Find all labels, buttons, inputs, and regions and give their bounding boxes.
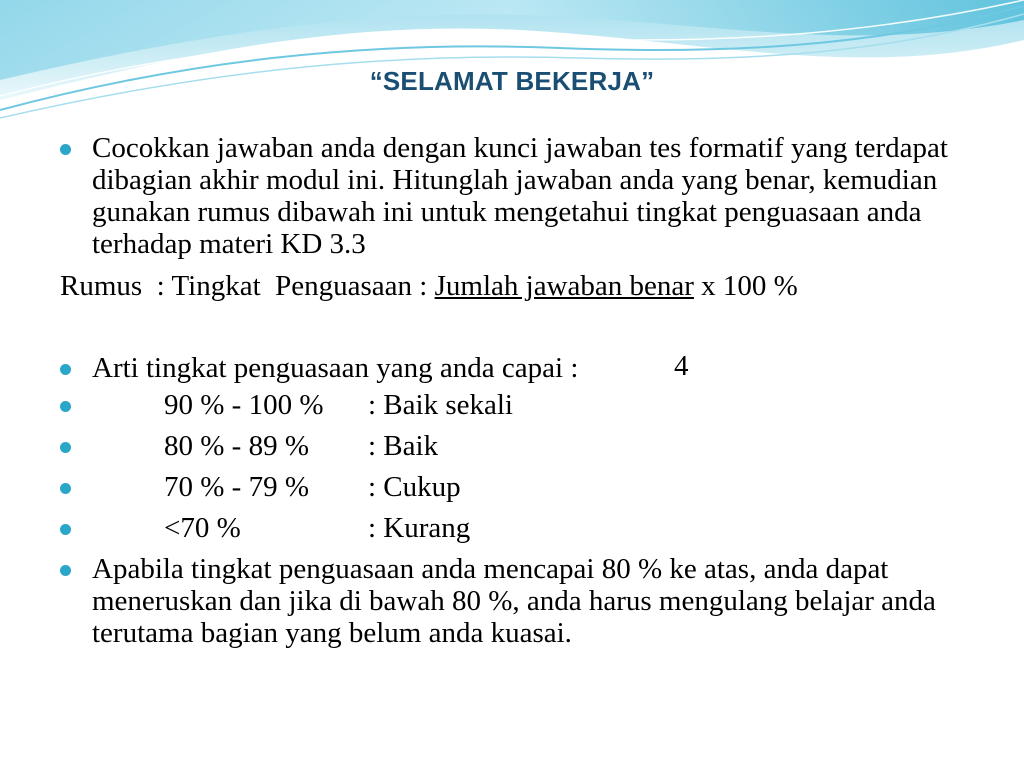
level-row [60,389,1000,430]
level-row [60,430,1000,471]
formula-denominator: 4 [674,350,689,382]
closing-text: Apabila tingkat penguasaan anda mencapai 80 % ke atas, anda dapat meneruskan dan jika di bawah 80 %, anda harus mengulang belajar anda terutama bagian yang belum anda kuasai. [92,553,936,649]
levels-heading-bullet [60,352,1000,384]
level-label: : Kurang [368,512,471,544]
bullet-dot-icon [60,524,71,535]
formula-prefix: Rumus : Tingkat Penguasaan : [60,270,435,302]
level-range: <70 % [164,512,241,544]
formula-line [60,270,1000,306]
bullet-dot-icon [60,565,71,576]
level-range: 70 % - 79 % [164,471,309,503]
bullet-dot-icon [60,401,71,412]
bullet-dot-icon [60,364,71,375]
closing-bullet [60,553,1000,649]
level-row [60,471,1000,512]
bullet-dot-icon [60,483,71,494]
slide-body [60,132,1000,649]
bullet-dot-icon [60,442,71,453]
level-label: : Baik [368,430,439,462]
intro-bullet [60,132,1000,260]
level-label: : Baik sekali [368,389,513,421]
level-label: : Cukup [368,471,461,503]
intro-text: Cocokkan jawaban anda dengan kunci jawaban tes formatif yang terdapat dibagian akhir modul ini. Hitunglah jawaban anda yang benar, kemudian gunakan rumus dibawah ini untuk mengetahui tingkat penguasaan anda terhadap materi KD 3.3 [92,132,948,260]
bullet-dot-icon [60,144,71,155]
level-row [60,512,1000,553]
levels-heading: Arti tingkat penguasaan yang anda capai : [92,352,579,384]
formula-suffix: x 100 % [693,270,798,302]
slide-title: “SELAMAT BEKERJA” [369,66,655,96]
level-range: 80 % - 89 % [164,430,309,462]
header-wave-decoration [0,0,1024,130]
formula-numerator: Jumlah jawaban benar [434,270,694,302]
level-range: 90 % - 100 % [164,389,324,421]
